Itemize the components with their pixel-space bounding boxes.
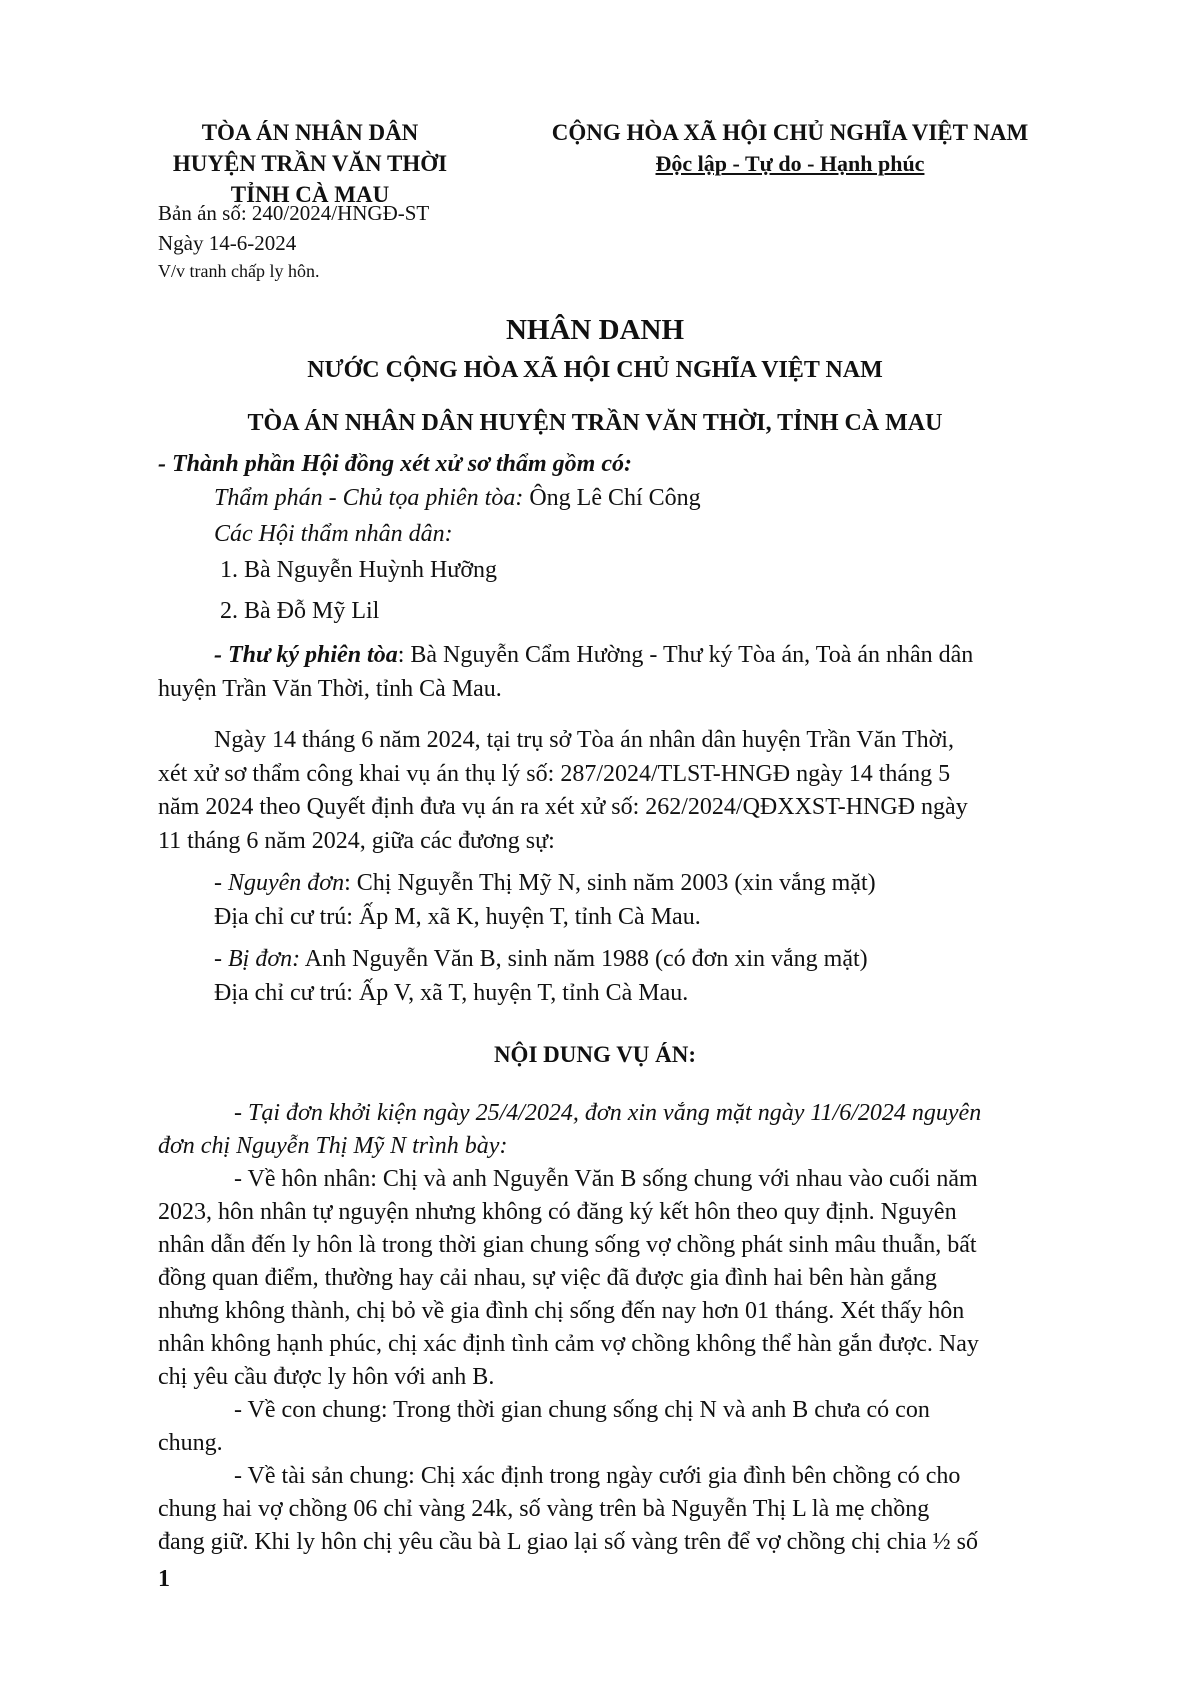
property-line-3: đang giữ. Khi ly hôn chị yêu cầu bà L giao lại số vàng trên để vợ chồng chị chia ½ số <box>158 1529 978 1555</box>
children-line-2: chung. <box>158 1430 223 1456</box>
panel-heading: - Thành phần Hội đồng xét xử sơ thẩm gồm có: <box>158 451 632 477</box>
defendant-address: Địa chỉ cư trú: Ấp V, xã T, huyện T, tỉnh Cà Mau. <box>214 980 689 1006</box>
judge-label: Thẩm phán - Chủ tọa phiên tòa: <box>214 485 524 511</box>
court-name-line-2: HUYỆN TRẦN VĂN THỜI <box>172 151 448 176</box>
property-line-2: chung hai vợ chồng 06 chỉ vàng 24k, số vàng trên bà Nguyễn Thị L là mẹ chồng <box>158 1496 930 1522</box>
assessor-1: 1. Bà Nguyễn Huỳnh Hưỡng <box>220 557 498 583</box>
clerk-text: : Bà Nguyễn Cẩm Hường - Thư ký Tòa án, Toà án nhân dân <box>397 642 974 668</box>
clerk-label: - Thư ký phiên tòa <box>214 642 398 668</box>
marriage-line-7: chị yêu cầu được ly hôn với anh B. <box>158 1364 495 1390</box>
court-header <box>150 117 470 210</box>
marriage-line-5: nhưng không thành, chị bỏ về gia đình chị sống đến nay hơn 01 tháng. Xét thấy hôn <box>158 1298 965 1324</box>
case-subject: V/v tranh chấp ly hôn. <box>158 261 320 281</box>
case-date: Ngày 14-6-2024 <box>158 231 297 255</box>
marriage-line-4: đồng quan điểm, thường hay cải nhau, sự việc đã được gia đình hai bên hàn gắng <box>158 1265 937 1291</box>
content-intro-2: đơn chị Nguyễn Thị Mỹ N trình bày: <box>158 1133 508 1159</box>
marriage-line-3: nhân dẫn đến ly hôn là trong thời gian chung sống vợ chồng phát sinh mâu thuẫn, bất <box>158 1232 977 1258</box>
children-line-1: - Về con chung: Trong thời gian chung sống chị N và anh B chưa có con <box>234 1397 930 1423</box>
nation-title: CỘNG HÒA XÃ HỘI CHỦ NGHĨA VIỆT NAM <box>551 120 1029 145</box>
content-intro-1: - Tại đơn khởi kiện ngày 25/4/2024, đơn xin vắng mặt ngày 11/6/2024 nguyên <box>234 1100 982 1126</box>
defendant-label: - Bị đơn: <box>214 946 301 972</box>
assessors-label: Các Hội thẩm nhân dân: <box>214 521 453 547</box>
court-name-line-1: TÒA ÁN NHÂN DÂN <box>201 120 419 145</box>
national-motto: Độc lập - Tự do - Hạnh phúc <box>655 151 925 176</box>
document-subtitle: NƯỚC CỘNG HÒA XÃ HỘI CHỦ NGHĨA VIỆT NAM <box>307 357 883 383</box>
section-title: NỘI DUNG VỤ ÁN: <box>493 1042 697 1067</box>
plaintiff-line <box>214 870 876 897</box>
document-title: NHÂN DANH <box>505 314 685 346</box>
clerk-text-continued: huyện Trần Văn Thời, tỉnh Cà Mau. <box>158 676 502 702</box>
judge-name: Ông Lê Chí Công <box>523 485 701 511</box>
court-full-name: TÒA ÁN NHÂN DÂN HUYỆN TRẦN VĂN THỜI, TỈNH CÀ MAU <box>247 410 943 436</box>
clerk-line <box>214 642 973 669</box>
hearing-line-3: năm 2024 theo Quyết định đưa vụ án ra xét xử số: 262/2024/QĐXXST-HNGĐ ngày <box>158 794 968 820</box>
court-name-line-3: TỈNH CÀ MAU <box>230 182 390 207</box>
hearing-line-2: xét xử sơ thẩm công khai vụ án thụ lý số: 287/2024/TLST-HNGĐ ngày 14 tháng 5 <box>158 761 951 787</box>
marriage-line-2: 2023, hôn nhân tự nguyện nhưng không có đăng ký kết hôn theo quy định. Nguyên <box>158 1199 957 1225</box>
hearing-line-4: 11 tháng 6 năm 2024, giữa các đương sự: <box>158 828 555 854</box>
marriage-line-1: - Về hôn nhân: Chị và anh Nguyễn Văn B sống chung với nhau vào cuối năm <box>234 1166 978 1192</box>
assessor-2: 2. Bà Đỗ Mỹ Lil <box>220 598 380 624</box>
national-header <box>510 117 1070 179</box>
marriage-line-6: nhân không hạnh phúc, chị xác định tình cảm vợ chồng không thể hàn gắn được. Nay <box>158 1331 979 1357</box>
defendant-line <box>214 946 868 973</box>
page-number: 1 <box>158 1566 170 1592</box>
case-number: Bản án số: 240/2024/HNGĐ-ST <box>158 201 430 225</box>
property-line-1: - Về tài sản chung: Chị xác định trong ngày cưới gia đình bên chồng có cho <box>234 1463 961 1489</box>
plaintiff-label: - Nguyên đơn <box>214 870 345 896</box>
plaintiff-text: : Chị Nguyễn Thị Mỹ N, sinh năm 2003 (xin vắng mặt) <box>344 870 876 896</box>
presiding-judge-line <box>214 485 701 512</box>
plaintiff-address: Địa chỉ cư trú: Ấp M, xã K, huyện T, tỉnh Cà Mau. <box>214 904 701 930</box>
defendant-text: Anh Nguyễn Văn B, sinh năm 1988 (có đơn xin vắng mặt) <box>300 946 868 972</box>
hearing-line-1: Ngày 14 tháng 6 năm 2024, tại trụ sở Tòa án nhân dân huyện Trần Văn Thời, <box>214 727 954 753</box>
